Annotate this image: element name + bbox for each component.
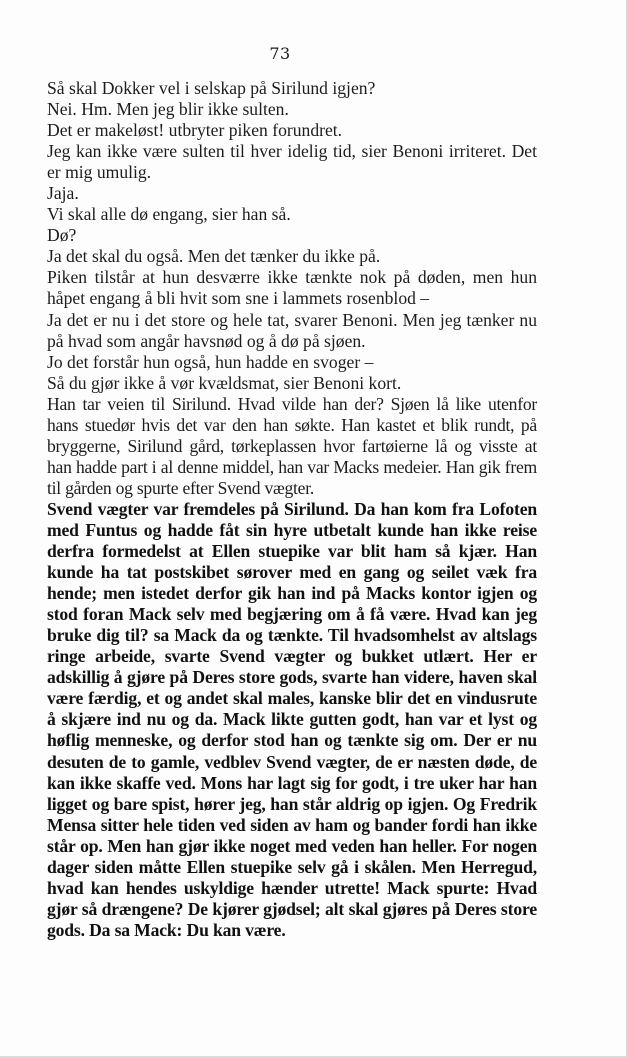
page-number: 73 (269, 44, 291, 63)
paragraph: Jaja. (47, 183, 79, 204)
paragraph: Så skal Dokker vel i selskap på Sirilund igjen? (47, 78, 376, 98)
paragraph: Så du gjør ikke å vør kvældsmat, sier Benoni kort. (47, 372, 402, 393)
paragraph: Svend vægter var fremdeles på Sirilund. Da han kom fra Lofoten med Funtus og hadde fåt sin hyre utbetalt kunde han ikke reise derfra formedelst at Ellen stuepike var blit ham så kjær. Han kunde ha tat postskibet sørover med en gang og seilet væk fra hende; men istedet derfor gik han ind på Macks kontor igjen og stod foran Mack selv med begjæring om å få være. Hvad kan jeg bruke dig til? sa Mack da og tænkte. Til hvadsomhelst av altslags ringe arbeide, svarte Svend vægter og bukket utlært. Her er adskillig å gjøre på Deres store gods, svarte han videre, haven skal være færdig, et og andet skal males, kanske blir det en vindusrute å skjære ind nu og da. Mack likte gutten godt, han var et lyst og høflig menneske, og derfor stod han og tænkte sig om. Der er nu desuten de to gamle, vedblev Svend vægter, de er næsten døde, de kan ikke skaffe ved. Mons har lagt sig for godt, i tre uker har han ligget og bare spist, hører jeg, han står aldrig op igjen. Og Fredrik Mensa sitter hele tiden ved siden av ham og bander fordi han ikke står op. Men han gjør ikke noget med veden han heller. For nogen dager siden måtte Ellen stuepike selv gå i skålen. Men Herregud, hvad kan hendes uskyldige hænder utrette! Mack spurte: Hvad gjør så drængene? De kjører gjødsel; alt skal gjøres på Deres store gods. Da sa Mack: Du kan være. (47, 498, 537, 940)
paragraph: Det er makeløst! utbryter piken forundret. (47, 120, 343, 141)
paragraph: Nei. Hm. Men jeg blir ikke sulten. (47, 99, 289, 120)
paragraph: Han tar veien til Sirilund. Hvad vilde han der? Sjøen lå like utenfor hans stuedør hvis det var den han søkte. Han kastet et blik rundt, på bryggerne, Sirilund gård, tørkeplassen hvor fartøierne lå og visste at han hadde part i al denne middel, han var Macks medeier. Han gik frem til gården og spurte efter Svend vægter. (47, 393, 537, 498)
body-text (47, 78, 537, 941)
paragraph: Piken tilstår at hun desværre ikke tænkte nok på døden, men hun håpet engang å bli hvit som sne i lammets rosenblod – (47, 267, 537, 309)
paragraph: Ja det skal du også. Men det tænker du ikke på. (47, 246, 381, 267)
paragraph: Jeg kan ikke være sulten til hver idelig tid, sier Benoni irriteret. Det er mig umulig. (47, 141, 537, 183)
paragraph: Jo det forstår hun også, hun hadde en svoger – (47, 351, 374, 372)
paragraph: Dø? (47, 225, 77, 246)
paragraph: Ja det er nu i det store og hele tat, svarer Benoni. Men jeg tænker nu på hvad som angår havsnød og å dø på sjøen. (47, 309, 537, 351)
paragraph: Vi skal alle dø engang, sier han så. (47, 204, 291, 225)
